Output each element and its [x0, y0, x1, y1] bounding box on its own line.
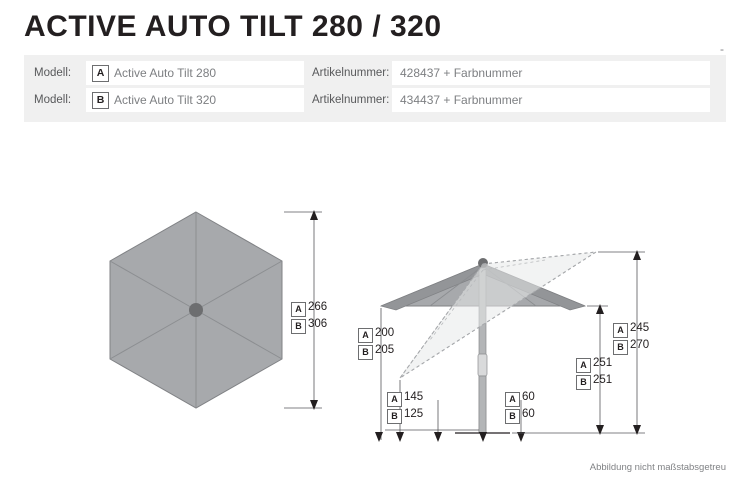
- corner-mark: -: [720, 42, 724, 56]
- technical-drawing: [0, 130, 750, 483]
- dim-value-a-height-total: 245: [630, 322, 650, 334]
- model-value: Active Auto Tilt 320: [114, 93, 217, 107]
- dim-chip-b-height-canopy: B: [576, 375, 591, 390]
- article-value-box: [392, 61, 710, 85]
- dim-chip-a-height-total: A: [613, 323, 628, 338]
- dim-chip-b-topwidth: B: [291, 319, 306, 334]
- dim-value-b-pole-offset: 60: [522, 408, 535, 420]
- article-value-box: [392, 88, 710, 112]
- dim-value-b-topwidth: 306: [308, 318, 328, 330]
- article-label: Artikelnummer:: [312, 94, 390, 106]
- spec-row: [24, 88, 726, 114]
- dim-value-b-canopy-tilt: 125: [404, 408, 424, 420]
- dim-value-a-pole-offset: 60: [522, 391, 535, 403]
- article-value: 428437 + Farbnummer: [400, 66, 523, 80]
- model-chip-b: B: [92, 92, 109, 109]
- dim-chip-a-pole-offset: A: [505, 392, 520, 407]
- page-title: ACTIVE AUTO TILT 280 / 320: [24, 10, 442, 43]
- dim-value-b-canopy-left: 205: [375, 344, 395, 356]
- dim-value-b-height-total: 270: [630, 339, 650, 351]
- spec-table: [24, 55, 726, 122]
- article-value: 434437 + Farbnummer: [400, 93, 523, 107]
- dim-value-b-height-canopy: 251: [593, 374, 613, 386]
- dim-chip-a-topwidth: A: [291, 302, 306, 317]
- dim-value-a-canopy-tilt: 145: [404, 391, 424, 403]
- model-value: Active Auto Tilt 280: [114, 66, 217, 80]
- drawing-svg: [0, 130, 750, 483]
- model-label: Modell:: [34, 94, 72, 106]
- dim-chip-b-canopy-tilt: B: [387, 409, 402, 424]
- dim-chip-a-canopy-left: A: [358, 328, 373, 343]
- model-chip-a: A: [92, 65, 109, 82]
- dim-chip-a-canopy-tilt: A: [387, 392, 402, 407]
- dim-value-a-height-canopy: 251: [593, 357, 613, 369]
- dim-chip-b-height-total: B: [613, 340, 628, 355]
- dim-value-a-canopy-left: 200: [375, 327, 395, 339]
- top-view-hexagon: [110, 212, 282, 408]
- dim-chip-a-height-canopy: A: [576, 358, 591, 373]
- scale-footnote: Abbildung nicht maßstabsgetreu: [589, 462, 726, 473]
- dim-chip-b-pole-offset: B: [505, 409, 520, 424]
- side-view-umbrella: [381, 252, 596, 433]
- article-label: Artikelnummer:: [312, 67, 390, 79]
- model-label: Modell:: [34, 67, 72, 79]
- dim-value-a-topwidth: 266: [308, 301, 328, 313]
- model-value-box: [86, 61, 304, 85]
- spec-row: [24, 61, 726, 87]
- model-value-box: [86, 88, 304, 112]
- dim-chip-b-canopy-left: B: [358, 345, 373, 360]
